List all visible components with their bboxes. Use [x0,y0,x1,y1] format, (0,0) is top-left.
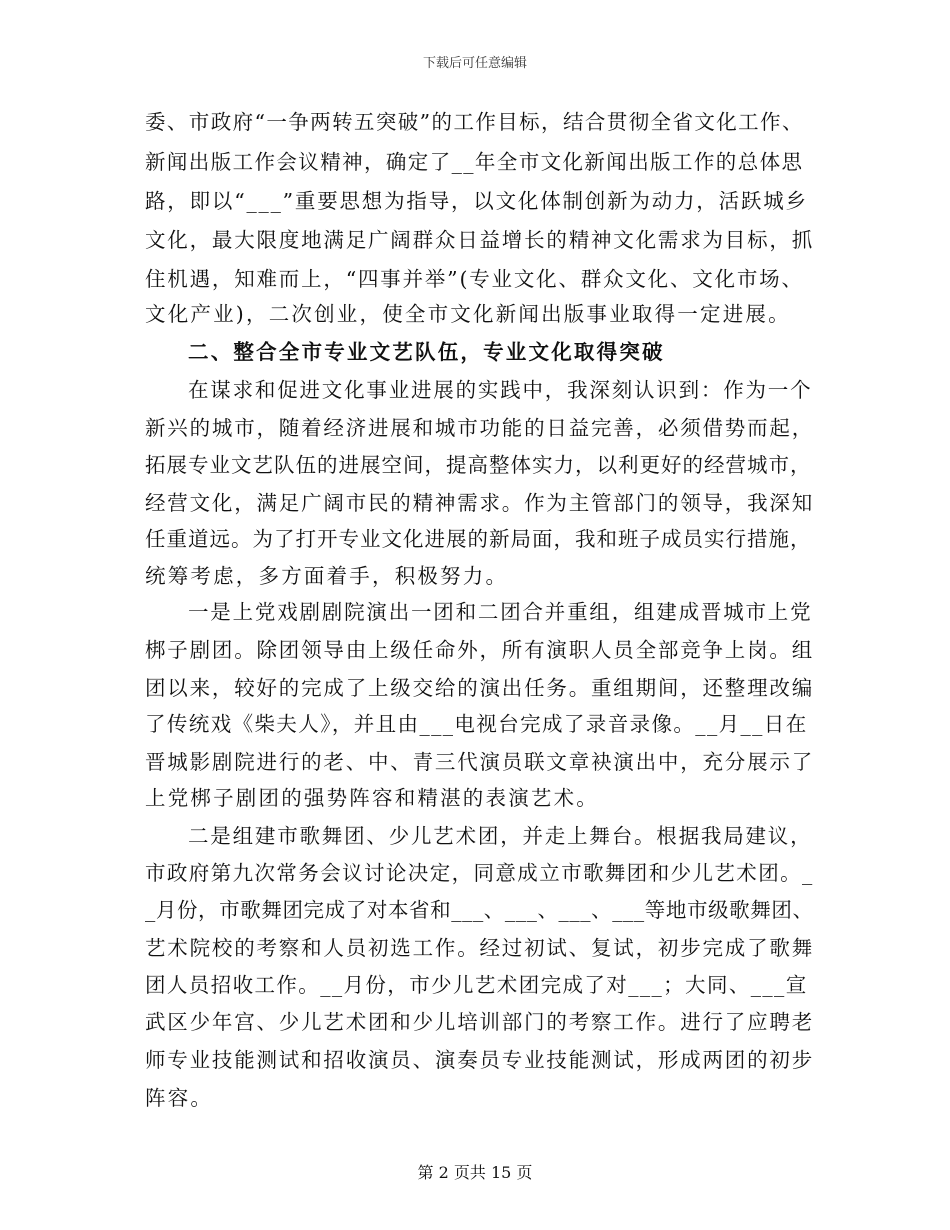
paragraph-line: 一是上党戏剧剧院演出一团和二团合并重组，组建成晋城市上党 [188,600,813,624]
paragraph-line: 武区少年宫、少儿艺术团和少儿培训部门的考察工作。进行了应聘老 [145,1010,814,1034]
paragraph-line: 委、市政府“一争两转五突破”的工作目标，结合贯彻全省文化工作、 [145,110,804,134]
paragraph-line: 任重道远。为了打开专业文化进展的新局面，我和班子成员实行措施， [145,527,812,551]
paragraph-line: 阵容。 [145,1086,214,1110]
paragraph-line: 了传统戏《柴夫人》，并且由___电视台完成了录音录像。__月__日在 [145,712,808,736]
paragraph-line: 梆子剧团。除团领导由上级任命外，所有演职人员全部竞争上岗。组 [145,638,814,662]
paragraph-line: 统筹考虑，多方面着手，积极努力。 [145,564,509,588]
paragraph-line: 路，即以“___”重要思想为指导，以文化体制创新为动力，活跃城乡 [145,189,808,213]
paragraph-line: 拓展专业文艺队伍的进展空间，提高整体实力，以利更好的经营城市， [145,453,812,477]
paragraph-line: 在谋求和促进文化事业进展的实践中，我深刻认识到：作为一个 [188,378,813,402]
paragraph-line: 二是组建市歌舞团、少儿艺术团，并走上舞台。根据我局建议， [188,824,813,848]
paragraph-line: 师专业技能测试和招收演员、演奏员专业技能测试，形成两团的初步 [145,1048,814,1072]
header-note: 下载后可任意编辑 [422,56,527,71]
paragraph-line: 晋城影剧院进行的老、中、青三代演员联文章袂演出中，充分展示了 [145,750,814,774]
paragraph-line: _月份，市歌舞团完成了对本省和___、___、___、___等地市级歌舞团、 [145,898,814,922]
paragraph-line: 团人员招收工作。__月份，市少儿艺术团完成了对___；大同、___宣 [145,973,808,997]
paragraph-line: 团以来，较好的完成了上级交给的演出任务。重组期间，还整理改编 [145,676,814,700]
paragraph-line: 住机遇，知难而上，“四事并举”(专业文化、群众文化、文化市场、 [145,267,804,291]
page-footer: 第 2 页共 15 页 [417,1163,533,1182]
section-heading: 二、整合全市专业文艺队伍，专业文化取得突破 [188,340,665,364]
paragraph-line: 经营文化，满足广阔市民的精神需求。作为主管部门的领导，我深知 [145,491,814,515]
paragraph-line: 新闻出版工作会议精神，确定了__年全市文化新闻出版工作的总体思 [145,150,804,174]
paragraph-line: 文化产业)，二次创业，使全市文化新闻出版事业取得一定进展。 [145,302,791,326]
paragraph-line: 上党梆子剧团的强势阵容和精湛的表演艺术。 [145,786,599,810]
paragraph-line: 文化，最大限度地满足广阔群众日益增长的精神文化需求为目标，抓 [145,228,814,252]
paragraph-line: 市政府第九次常务会议讨论决定，同意成立市歌舞团和少儿艺术团。_ [145,861,814,885]
paragraph-line: 艺术院校的考察和人员初选工作。经过初试、复试，初步完成了歌舞 [145,936,814,960]
paragraph-line: 新兴的城市，随着经济进展和城市功能的日益完善，必须借势而起， [145,416,814,440]
